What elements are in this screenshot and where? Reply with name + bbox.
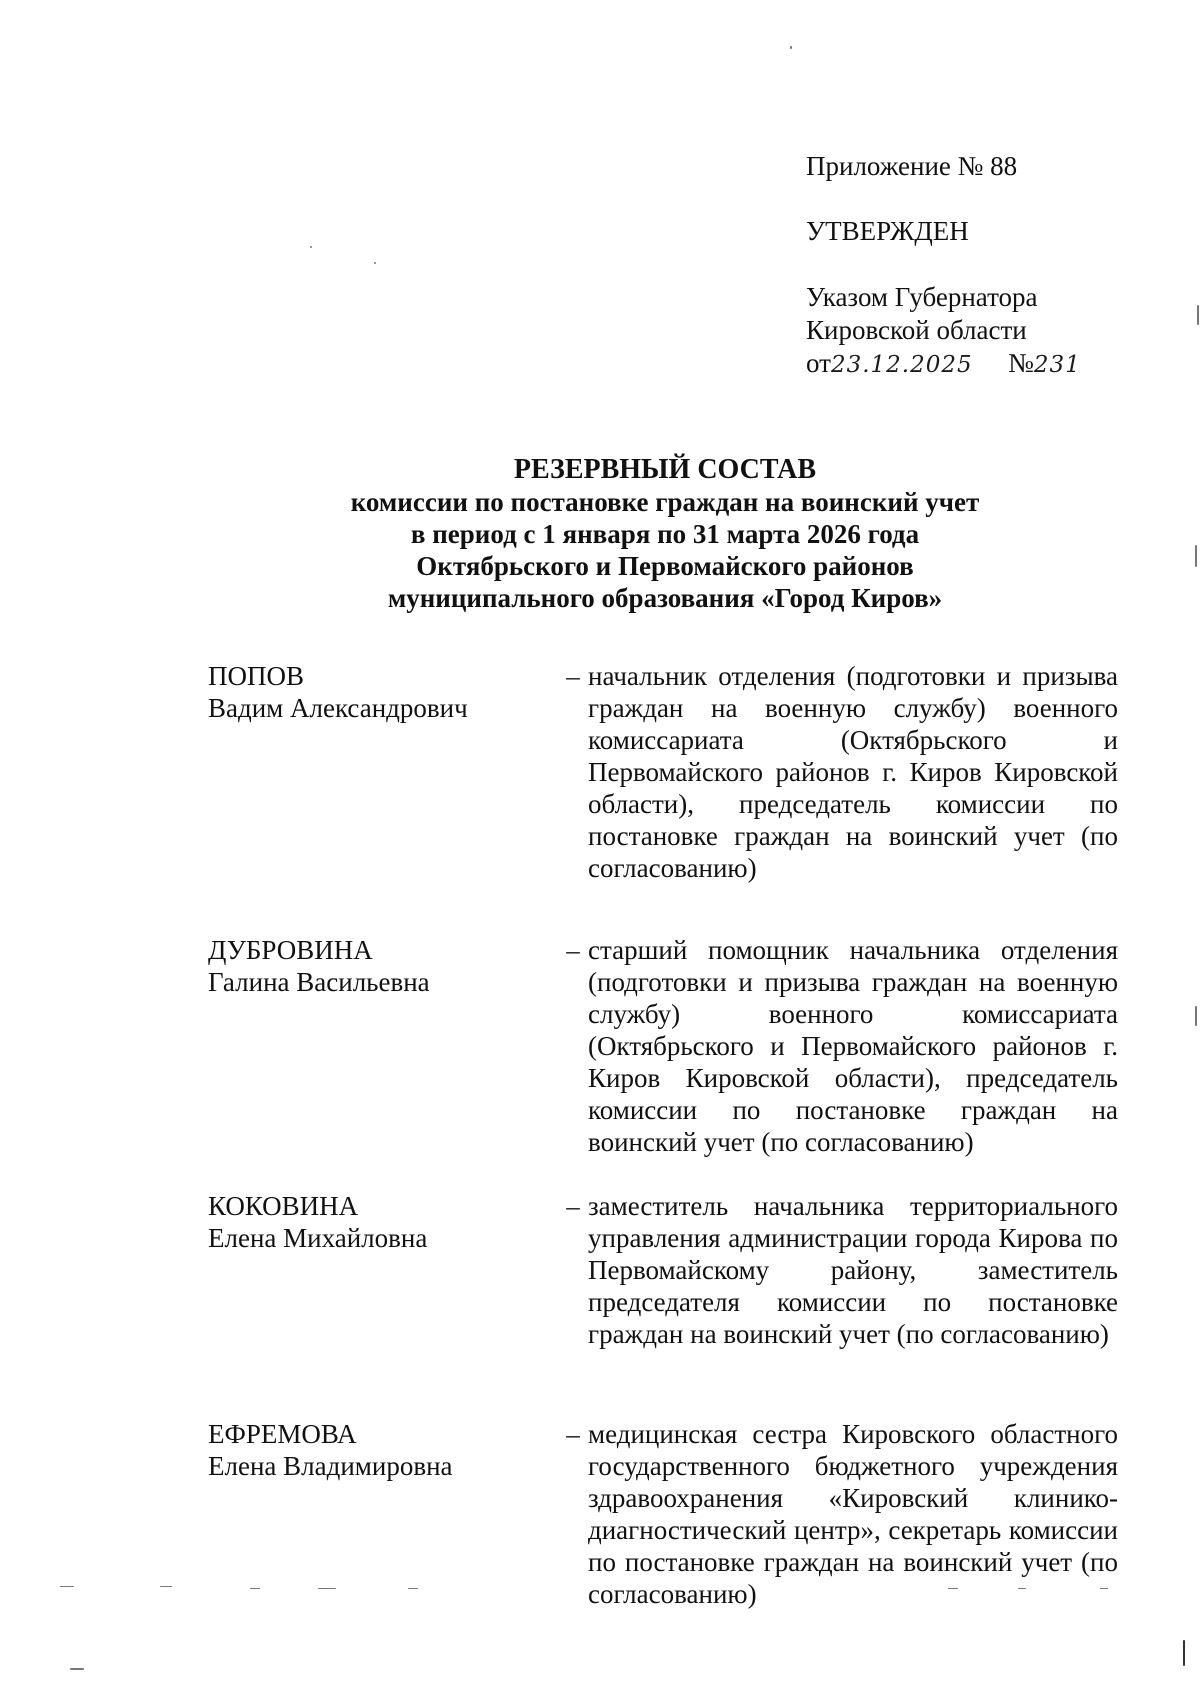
scan-speck (1100, 1588, 1108, 1589)
scan-speck (318, 1588, 336, 1589)
scan-speck (1195, 1006, 1197, 1026)
member-name (208, 1190, 558, 1254)
scan-speck (948, 1588, 958, 1589)
number-prefix: № (1008, 348, 1034, 378)
member-name (208, 934, 558, 998)
title-line-3: в период с 1 января по 31 марта 2026 года (410, 519, 920, 549)
member-given-names: Галина Васильевна (208, 967, 430, 997)
scan-speck (1197, 305, 1199, 325)
from-prefix: от (806, 348, 831, 378)
member-role: заместитель начальника территориального управления администрации города Кирова по Первомайскому району, заместитель председателя комиссии по постановке граждан на воинский учет (по согласованию) (588, 1191, 1118, 1349)
title-line-4: Октябрьского и Первомайского районов (416, 551, 914, 581)
member-entry (0, 1418, 1200, 1609)
member-role: начальник отделения (подготовки и призыва граждан на военную службу) военного комиссариата (Октябрьского и Первомайского районов г. Киров Кировской области), председатель комиссии по постановке граждан на воинский учет (по согласованию) (588, 661, 1118, 883)
scan-speck (1183, 1640, 1185, 1666)
member-surname: ЕФРЕМОВА (208, 1419, 357, 1449)
member-entry (0, 660, 1200, 883)
member-dash: – (566, 1419, 580, 1449)
member-name (208, 660, 558, 724)
member-given-names: Елена Владимировна (208, 1451, 453, 1481)
member-dash: – (566, 661, 580, 691)
member-dash: – (566, 935, 580, 965)
member-role: старший помощник начальника отделения (подготовки и призыва граждан на военную службу) военного комиссариата (Октябрьского и Первомайского районов г. Киров Кировской области), председатель комиссии по постановке граждан на воинский учет (по согласованию) (588, 935, 1118, 1157)
document-title (170, 454, 1160, 614)
appendix-number: Приложение № 88 (806, 151, 1018, 181)
scan-speck (408, 1588, 418, 1589)
member-surname: ДУБРОВИНА (208, 935, 373, 965)
scan-speck (70, 1668, 84, 1670)
scan-speck (374, 262, 376, 264)
scan-speck (790, 46, 792, 49)
scan-speck (60, 1586, 74, 1587)
approved-label: УТВЕРЖДЕН (806, 216, 969, 246)
title-line-5: муниципального образования «Город Киров» (387, 583, 943, 613)
member-entry (0, 934, 1200, 1157)
title-line-2: комиссии по постановке граждан на воинский учет (350, 487, 980, 517)
approval-stamp-block (806, 150, 1146, 382)
scan-speck (160, 1586, 172, 1587)
decree-date-number (806, 347, 1146, 382)
scan-speck (310, 246, 312, 248)
member-name (208, 1418, 558, 1482)
member-surname: КОКОВИНА (208, 1191, 359, 1221)
member-given-names: Вадим Александрович (208, 693, 468, 723)
scan-speck (1195, 545, 1197, 567)
member-given-names: Елена Михайловна (208, 1223, 428, 1253)
handwritten-number: 231 (1033, 352, 1081, 378)
member-role: медицинская сестра Кировского областного государственного бюджетного учреждения здравоохранения «Кировский клинико-диагностический центр», секретарь комиссии по постановке граждан на воинский учет (по согласованию) (588, 1419, 1118, 1609)
approved-by-line2: Кировской области (806, 315, 1027, 345)
title-main: РЕЗЕРВНЫЙ СОСТАВ (513, 454, 817, 485)
approved-by-line1: Указом Губернатора (806, 282, 1038, 312)
member-surname: ПОПОВ (208, 661, 305, 691)
scan-speck (250, 1588, 260, 1589)
handwritten-date: 23.12.2025 (830, 352, 973, 378)
member-dash: – (566, 1191, 580, 1221)
scan-speck (1018, 1588, 1026, 1589)
member-entry (0, 1190, 1200, 1349)
